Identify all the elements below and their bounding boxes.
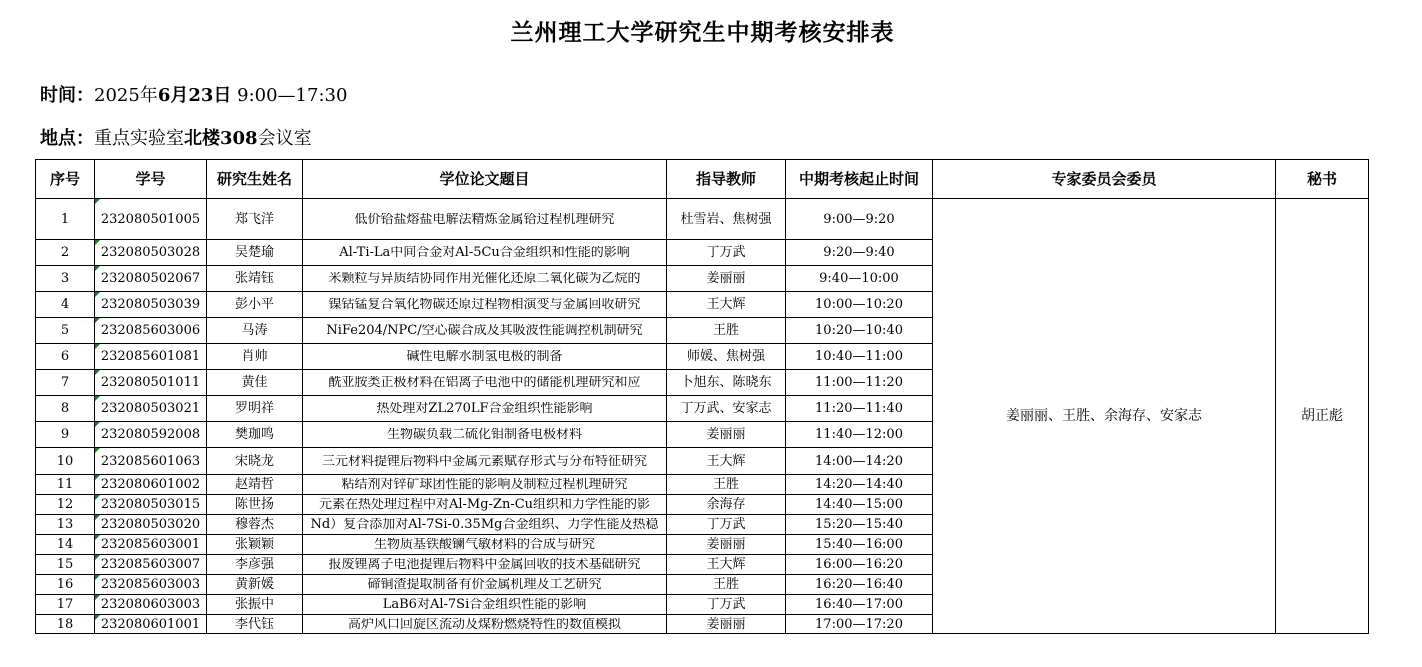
cell-marker-icon xyxy=(95,595,100,600)
thesis-title-text: 低价铪盐熔盐电解法精炼金属铪过程机理研究 xyxy=(354,212,615,226)
student-id-text: 232080601001 xyxy=(100,616,201,632)
time-slot: 14:20—14:40 xyxy=(786,475,933,495)
row-number: 7 xyxy=(36,370,95,396)
thesis-title xyxy=(303,495,667,515)
student-id xyxy=(95,515,207,535)
student-id xyxy=(95,535,207,555)
row-number: 11 xyxy=(36,475,95,495)
thesis-title-text: 热处理对ZL270LF合金组织性能影响 xyxy=(376,402,593,415)
student-id-text: 232080503028 xyxy=(100,245,201,260)
cell-marker-icon xyxy=(95,422,100,427)
cell-marker-icon xyxy=(95,495,100,500)
student-id-text: 232080603003 xyxy=(100,597,201,612)
time-slot: 14:00—14:20 xyxy=(786,448,933,475)
row-number: 5 xyxy=(36,318,95,344)
student-id xyxy=(95,475,207,495)
time-slot: 10:00—10:20 xyxy=(786,292,933,318)
student-id-text: 232080503039 xyxy=(100,297,201,312)
advisor: 王胜 xyxy=(667,475,786,495)
student-id-text: 232080503021 xyxy=(100,401,201,416)
place-post: 会议室 xyxy=(257,128,312,149)
place-line xyxy=(40,124,312,150)
row-number: 14 xyxy=(36,535,95,555)
row-number: 1 xyxy=(36,199,95,240)
row-number: 2 xyxy=(36,240,95,266)
student-name: 黄新媛 xyxy=(207,575,303,595)
header-cell: 秘书 xyxy=(1276,160,1369,199)
student-name: 李代钰 xyxy=(207,615,303,634)
place-room: 北楼308 xyxy=(184,128,258,149)
time-slot: 9:20—9:40 xyxy=(786,240,933,266)
student-name: 张颖颖 xyxy=(207,535,303,555)
row-number: 6 xyxy=(36,344,95,370)
row-number: 8 xyxy=(36,396,95,422)
time-year: 2025年 xyxy=(94,85,158,106)
student-id xyxy=(95,318,207,344)
student-name: 马涛 xyxy=(207,318,303,344)
thesis-title-text: Nd）复合添加对Al-7Si-0.35Mg合金组织、力学性能及热稳 xyxy=(310,518,659,531)
student-name: 李彦强 xyxy=(207,555,303,575)
header-cell: 学号 xyxy=(95,160,207,199)
cell-marker-icon xyxy=(95,615,100,620)
student-name: 肖帅 xyxy=(207,344,303,370)
student-id-text: 232080503015 xyxy=(100,497,201,512)
student-name: 郑飞洋 xyxy=(207,199,303,240)
row-number: 4 xyxy=(36,292,95,318)
thesis-title xyxy=(303,422,667,448)
row-number: 3 xyxy=(36,266,95,292)
time-slot: 9:00—9:20 xyxy=(786,199,933,240)
thesis-title-text: 粘结剂对锌矿球团性能的影响及制粒过程机理研究 xyxy=(341,478,628,491)
header-cell: 序号 xyxy=(36,160,95,199)
time-slot: 16:20—16:40 xyxy=(786,575,933,595)
time-slot: 16:40—17:00 xyxy=(786,595,933,615)
student-id xyxy=(95,266,207,292)
cell-marker-icon xyxy=(95,240,100,245)
thesis-title-text: 生物质基铁酸镧气敏材料的合成与研究 xyxy=(373,538,595,551)
header-cell: 专家委员会委员 xyxy=(933,160,1276,199)
header-cell: 学位论文题目 xyxy=(303,160,667,199)
student-id-text: 232085603006 xyxy=(100,323,201,338)
time-slot: 11:40—12:00 xyxy=(786,422,933,448)
student-id xyxy=(95,575,207,595)
student-name: 张靖钰 xyxy=(207,266,303,292)
committee-members: 姜丽丽、王胜、余海存、安家志 xyxy=(933,199,1276,634)
thesis-title-text: 三元材料提锂后物料中金属元素赋存形式与分布特征研究 xyxy=(321,454,647,468)
schedule-table xyxy=(35,159,1369,634)
student-name: 穆蓉杰 xyxy=(207,515,303,535)
thesis-title xyxy=(303,292,667,318)
header-cell: 指导教师 xyxy=(667,160,786,199)
thesis-title-text: LaB6对Al-7Si合金组织性能的影响 xyxy=(382,598,587,611)
thesis-title xyxy=(303,396,667,422)
time-slot: 10:20—10:40 xyxy=(786,318,933,344)
thesis-title xyxy=(303,240,667,266)
place-pre: 重点实验室 xyxy=(94,128,184,149)
header-cell: 研究生姓名 xyxy=(207,160,303,199)
student-id-text: 232080601002 xyxy=(100,477,201,492)
row-number: 18 xyxy=(36,615,95,634)
thesis-title-text: Al-Ti-La中间合金对Al-5Cu合金组织和性能的影响 xyxy=(339,246,630,259)
advisor: 王胜 xyxy=(667,575,786,595)
student-id-text: 232080592008 xyxy=(100,427,201,442)
thesis-title xyxy=(303,448,667,475)
student-id xyxy=(95,555,207,575)
student-id-text: 232085601063 xyxy=(100,453,201,469)
advisor: 王大辉 xyxy=(667,448,786,475)
student-name: 张振中 xyxy=(207,595,303,615)
time-slot: 15:40—16:00 xyxy=(786,535,933,555)
thesis-title xyxy=(303,515,667,535)
thesis-title xyxy=(303,370,667,396)
advisor: 丁万武 xyxy=(667,595,786,615)
time-range: 9:00—17:30 xyxy=(231,85,348,106)
student-id xyxy=(95,422,207,448)
student-id-text: 232080501005 xyxy=(100,211,201,227)
time-slot: 17:00—17:20 xyxy=(786,615,933,634)
student-id xyxy=(95,396,207,422)
advisor: 余海存 xyxy=(667,495,786,515)
time-slot: 16:00—16:20 xyxy=(786,555,933,575)
student-id xyxy=(95,344,207,370)
cell-marker-icon xyxy=(95,396,100,401)
advisor: 丁万武 xyxy=(667,240,786,266)
cell-marker-icon xyxy=(95,344,100,349)
student-id xyxy=(95,240,207,266)
cell-marker-icon xyxy=(95,448,100,453)
student-id xyxy=(95,595,207,615)
advisor: 王胜 xyxy=(667,318,786,344)
student-name: 吴楚瑜 xyxy=(207,240,303,266)
student-id-text: 232085603001 xyxy=(100,537,201,552)
time-line xyxy=(40,81,347,107)
student-id xyxy=(95,292,207,318)
thesis-title-text: 碱性电解水制氢电极的制备 xyxy=(406,350,563,363)
header-row xyxy=(36,160,1369,199)
advisor: 丁万武、安家志 xyxy=(667,396,786,422)
thesis-title-text: 报废锂离子电池提锂后物料中金属回收的技术基础研究 xyxy=(328,558,641,571)
thesis-title xyxy=(303,555,667,575)
cell-marker-icon xyxy=(95,266,100,271)
page-title: 兰州理工大学研究生中期考核安排表 xyxy=(510,19,895,46)
student-name: 罗明祥 xyxy=(207,396,303,422)
advisor: 姜丽丽 xyxy=(667,422,786,448)
student-id xyxy=(95,448,207,475)
thesis-title xyxy=(303,344,667,370)
time-date: 6月23日 xyxy=(157,85,232,106)
student-id-text: 232080501011 xyxy=(100,375,201,390)
student-name: 黄佳 xyxy=(207,370,303,396)
student-id xyxy=(95,370,207,396)
thesis-title xyxy=(303,475,667,495)
schedule-body xyxy=(36,199,1369,634)
thesis-title-text: 酰亚胺类正极材料在铝离子电池中的储能机理研究和应 xyxy=(328,376,641,389)
time-slot: 11:00—11:20 xyxy=(786,370,933,396)
thesis-title-text: NiFe204/NPC/空心碳合成及其吸波性能调控机制研究 xyxy=(326,324,643,337)
time-slot: 14:40—15:00 xyxy=(786,495,933,515)
time-label: 时间： xyxy=(40,85,94,106)
advisor: 卜旭东、陈晓东 xyxy=(667,370,786,396)
row-number: 9 xyxy=(36,422,95,448)
row-number: 13 xyxy=(36,515,95,535)
cell-marker-icon xyxy=(95,292,100,297)
place-label: 地点： xyxy=(40,128,94,149)
time-slot: 11:20—11:40 xyxy=(786,396,933,422)
advisor: 丁万武 xyxy=(667,515,786,535)
thesis-title xyxy=(303,595,667,615)
student-name: 宋晓龙 xyxy=(207,448,303,475)
cell-marker-icon xyxy=(95,535,100,540)
advisor: 姜丽丽 xyxy=(667,266,786,292)
thesis-title-text: 高炉风口回旋区流动及煤粉燃烧特性的数值模拟 xyxy=(347,617,621,631)
cell-marker-icon xyxy=(95,575,100,580)
secretary: 胡正彪 xyxy=(1276,199,1369,634)
row-number: 15 xyxy=(36,555,95,575)
thesis-title xyxy=(303,199,667,240)
student-id-text: 232085601081 xyxy=(100,349,201,364)
student-id-text: 232085603007 xyxy=(100,557,201,572)
cell-marker-icon xyxy=(95,475,100,480)
thesis-title xyxy=(303,266,667,292)
row-number: 12 xyxy=(36,495,95,515)
thesis-title-text: 米颗粒与异质结协同作用光催化还原二氧化碳为乙烷的 xyxy=(328,272,641,285)
student-id-text: 232080502067 xyxy=(100,271,201,286)
time-slot: 10:40—11:00 xyxy=(786,344,933,370)
row-number: 17 xyxy=(36,595,95,615)
advisor: 师媛、焦树强 xyxy=(667,344,786,370)
thesis-title-text: 元素在热处理过程中对Al-Mg-Zn-Cu组织和力学性能的影 xyxy=(318,498,651,511)
advisor: 姜丽丽 xyxy=(667,615,786,634)
cell-marker-icon xyxy=(95,515,100,520)
cell-marker-icon xyxy=(95,318,100,323)
advisor: 王大辉 xyxy=(667,292,786,318)
student-name: 樊珈鸣 xyxy=(207,422,303,448)
row-number: 16 xyxy=(36,575,95,595)
student-id-text: 232085603003 xyxy=(100,577,201,592)
thesis-title xyxy=(303,535,667,555)
student-name: 赵靖哲 xyxy=(207,475,303,495)
cell-marker-icon xyxy=(95,370,100,375)
student-id xyxy=(95,199,207,240)
thesis-title xyxy=(303,615,667,634)
student-id xyxy=(95,495,207,515)
cell-marker-icon xyxy=(95,199,100,204)
student-id xyxy=(95,615,207,634)
row-number: 10 xyxy=(36,448,95,475)
thesis-title xyxy=(303,575,667,595)
advisor: 杜雪岩、焦树强 xyxy=(667,199,786,240)
student-name: 彭小平 xyxy=(207,292,303,318)
thesis-title-text: 生物碳负载二硫化钼制备电极材料 xyxy=(386,428,582,441)
thesis-title xyxy=(303,318,667,344)
student-id-text: 232080503020 xyxy=(100,517,201,532)
time-slot: 9:40—10:00 xyxy=(786,266,933,292)
header-cell: 中期考核起止时间 xyxy=(786,160,933,199)
cell-marker-icon xyxy=(95,555,100,560)
table-row xyxy=(36,199,1369,240)
student-name: 陈世扬 xyxy=(207,495,303,515)
thesis-title-text: 镍钴锰复合氧化物碳还原过程物相演变与金属回收研究 xyxy=(328,298,641,311)
thesis-title-text: 碲铜渣提取制备有价金属机理及工艺研究 xyxy=(367,578,602,591)
advisor: 王大辉 xyxy=(667,555,786,575)
time-slot: 15:20—15:40 xyxy=(786,515,933,535)
advisor: 姜丽丽 xyxy=(667,535,786,555)
